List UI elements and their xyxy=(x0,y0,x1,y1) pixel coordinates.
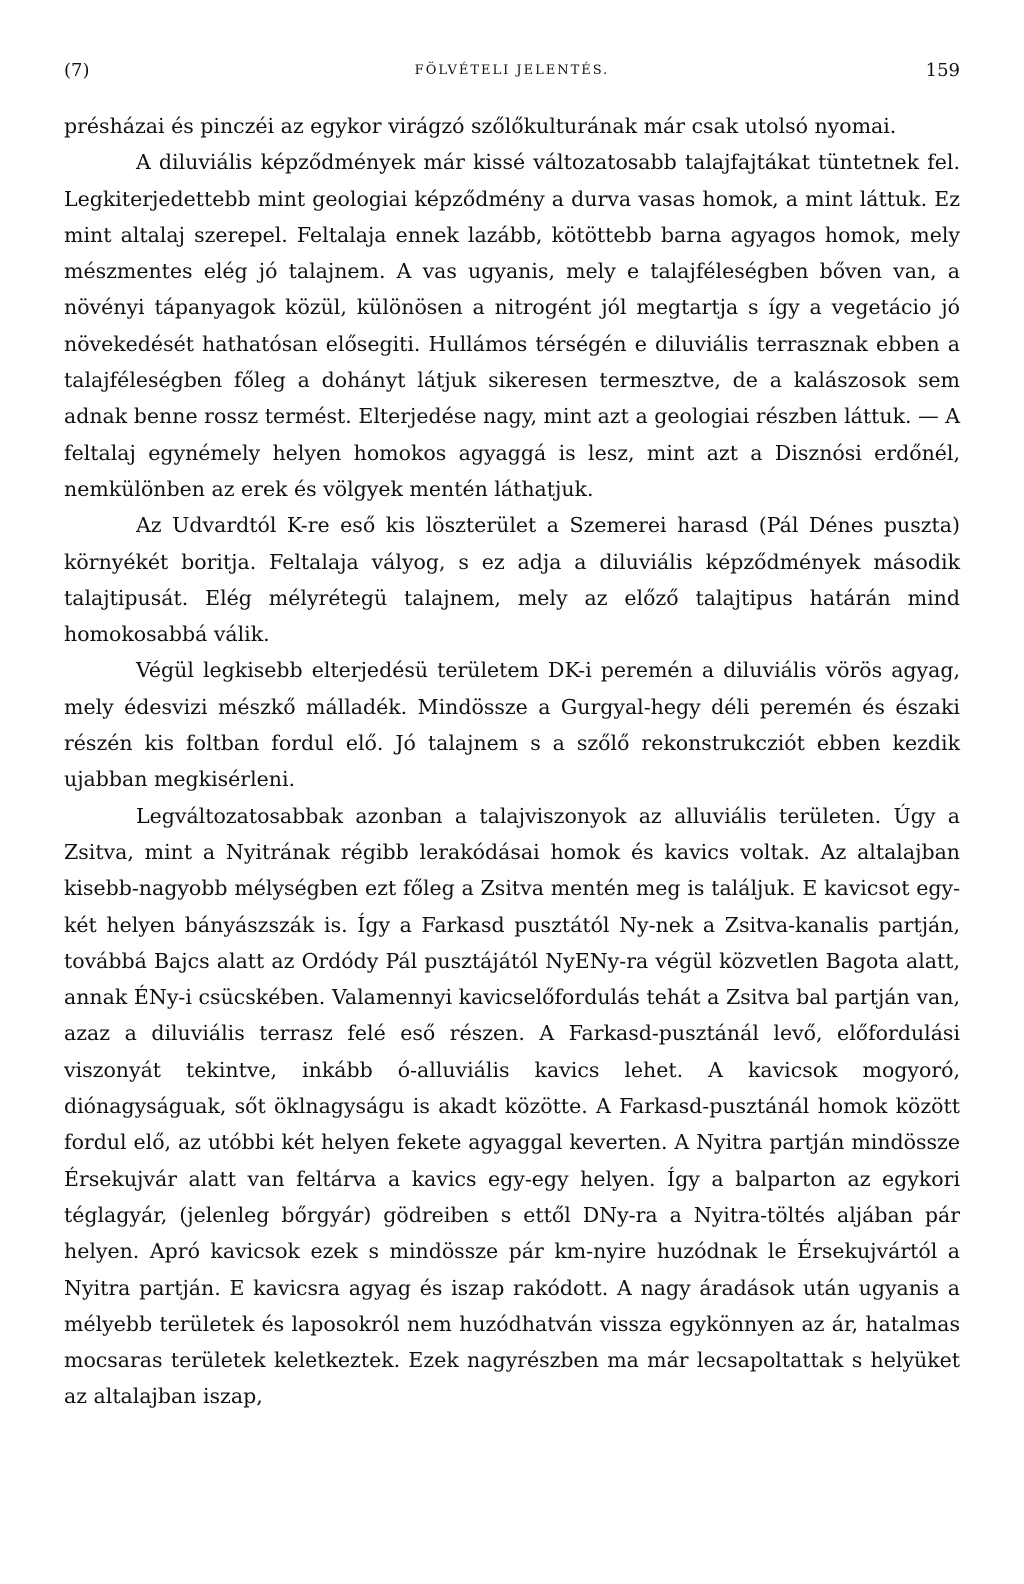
document-page xyxy=(64,56,960,1556)
running-title: FÖLVÉTELI JELENTÉS. xyxy=(414,63,610,78)
paragraph-5: Legváltozatosabbak azonban a talajviszonyok az alluviális területen. Úgy a Zsitva, mint a Nyitrának régibb lerakódásai homok és kavics voltak. Az altalajban kisebb-nagyobb mélységben ezt főleg a Zsitva mentén meg is találjuk. E kavicsot egy-két helyen bányászszák is. Így a Farkasd pusztától Ny-nek a Zsitva-kanalis partján, továbbá Bajcs alatt az Ordódy Pál pusztájától NyENy-ra végül közvetlen Bagota alatt, annak ÉNy-i csücskében. Valamennyi kavicselőfordulás tehát a Zsitva bal partján van, azaz a diluviális terrasz felé eső részen. A Farkasd-pusztánál levő, előfordulási viszonyát tekintve, inkább ó-alluviális kavics lehet. A kavicsok mogyoró, diónagyságuak, sőt öklnagyságu is akadt közötte. A Farkasd-pusztánál homok között fordul elő, az utóbbi két helyen fekete agyaggal keverten. A Nyitra partján mindössze Érsekujvár alatt van feltárva a kavics egy-egy helyen. Így a balparton az egykori téglagyár, (jelenleg bőrgyár) gödreiben s ettől DNy-ra a Nyitra-töltés aljában pár helyen. Apró kavicsok ezek s mindössze pár km-nyire huzódnak le Érsekujvártól a Nyitra partján. E kavicsra agyag és iszap rakódott. A nagy áradások után ugyanis a mélyebb területek és laposokról nem huzódhatván vissza egykönnyen az ár, hatalmas mocsaras területek keletkeztek. Ezek nagyrészben ma már lecsapoltattak s helyüket az altalajban iszap, xyxy=(64,803,960,1409)
paragraph-1: présházai és pinczéi az egykor virágzó szőlőkulturának már csak utolsó nyomai. xyxy=(64,114,897,138)
running-head xyxy=(64,56,960,86)
page-number: 159 xyxy=(925,60,960,81)
paragraph-2: A diluviális képződmények már kissé változatosabb talajfajtákat tüntetnek fel. Legkiterjedettebb mint geologiai képződmény a durva vasas homok, a mint láttuk. Ez mint altalaj szerepel. Feltalaja ennek lazább, kötöttebb barna agyagos homok, mely mészmentes elég jó talajnem. A vas ugyanis, mely e talajféleségben bőven van, a növényi tápanyagok közül, különösen a nitrogént jól megtartja s így a vegetácio jó növekedését hathatósan elősegiti. Hullámos térségén e diluviális terrasznak ebben a talajféleségben főleg a dohányt látjuk sikeresen termesztve, de a kalászosok sem adnak benne rossz termést. Elterjedése nagy, mint azt a geologiai részben láttuk. — A feltalaj egynémely helyen homokos agyaggá is lesz, mint azt a Disznósi erdőnél, nemkülönben az erek és völgyek mentén láthatjuk. xyxy=(64,150,960,501)
body-text xyxy=(64,108,960,1415)
paragraph-4: Végül legkisebb elterjedésü területem DK-i peremén a diluviális vörös agyag, mely édesvizi mészkő málladék. Mindössze a Gurgyal-hegy déli peremén és északi részén kis foltban fordul elő. Jó talajnem s a szőlő rekonstrukcziót ebben kezdik ujabban megkisérleni. xyxy=(64,658,960,792)
section-number: (7) xyxy=(64,60,90,81)
paragraph-3: Az Udvardtól K-re eső kis löszterület a Szemerei harasd (Pál Dénes puszta) környékét boritja. Feltalaja vályog, s ez adja a diluviális képződmények második talajtipusát. Elég mélyrétegü talajnem, mely az előző talajtipus határán mind homokosabbá válik. xyxy=(64,513,960,647)
